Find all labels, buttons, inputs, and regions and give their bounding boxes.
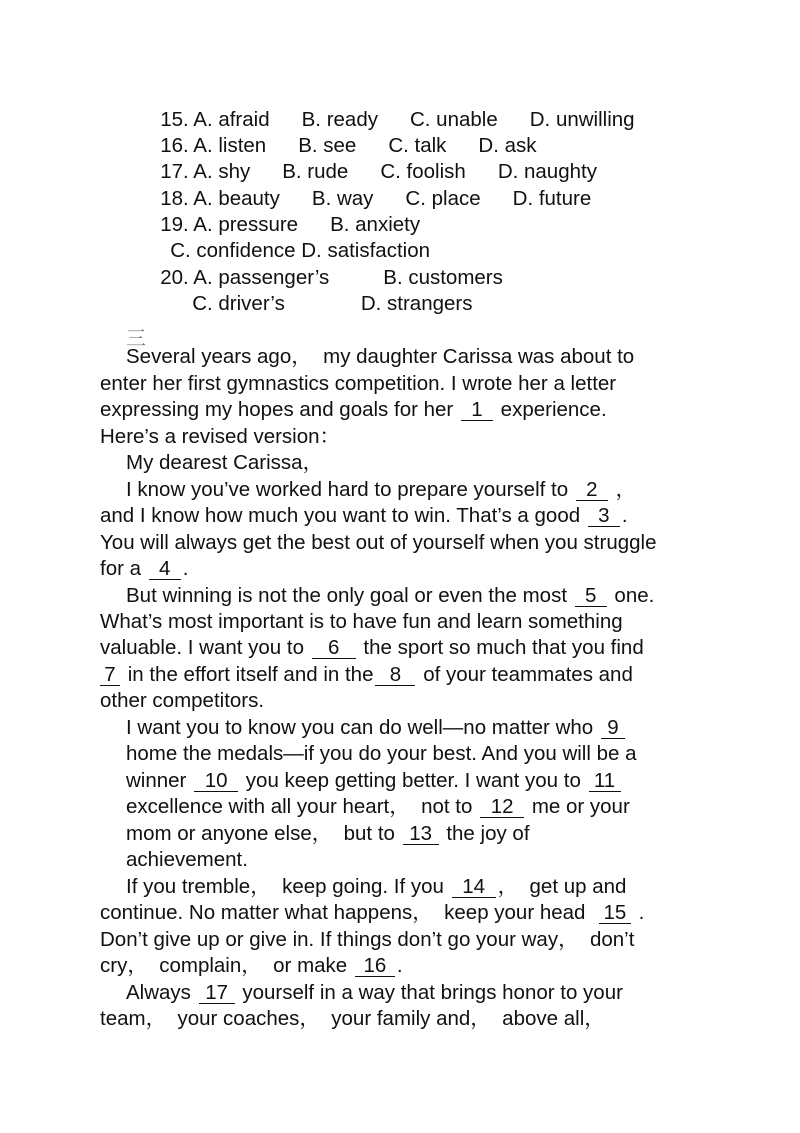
option-row-19-cont: C. confidence D. satisfaction xyxy=(170,239,430,262)
blank-16: 16 xyxy=(355,956,395,977)
passage-line: I want you to know you can do well—no matter who 9 xyxy=(126,715,766,741)
passage-line: What’s most important is to have fun and learn something xyxy=(100,610,623,633)
blank-1: 1 xyxy=(461,400,493,421)
blank-11: 11 xyxy=(589,771,621,792)
passage-line: home the medals—if you do your best. And you will be a xyxy=(126,742,637,765)
passage-line: and I know how much you want to win. That’s a good 3 . xyxy=(100,504,628,527)
blank-10: 10 xyxy=(194,771,238,792)
passage-line: Don’t give up or give in. If things don’t go your way， don’t xyxy=(100,928,635,951)
passage-line: for a 4 . xyxy=(100,557,189,580)
option-row-16: 16. A. listen B. see C. talk D. ask xyxy=(160,134,537,157)
blank-8: 8 xyxy=(375,665,415,686)
passage-line: valuable. I want you to 6 the sport so much that you find xyxy=(100,636,644,659)
option-row-18: 18. A. beauty B. way C. place D. future xyxy=(160,187,592,210)
passage-line: I know you’ve worked hard to prepare yourself to 2 ， xyxy=(126,478,637,501)
option-row-20-cont: C. driver’s D. strangers xyxy=(192,292,473,315)
passage-line: Several years ago， my daughter Carissa was about to xyxy=(126,345,635,368)
passage-line: But winning is not the only goal or even the most 5 one. xyxy=(126,584,655,607)
blank-5: 5 xyxy=(575,586,607,607)
blank-15: 15 xyxy=(599,903,631,924)
passage-line: enter her first gymnastics competition. I wrote her a letter xyxy=(100,372,617,395)
option-row-19: 19. A. pressure B. anxiety xyxy=(160,213,421,236)
passage-line: 7 in the effort itself and in the 8 of your teammates and xyxy=(100,662,740,688)
passage-line: other competitors. xyxy=(100,689,265,712)
option-row-20: 20. A. passenger’s B. customers xyxy=(160,266,503,289)
option-row-17: 17. A. shy B. rude C. foolish D. naughty xyxy=(160,160,597,183)
blank-17: 17 xyxy=(199,983,235,1004)
blank-13: 13 xyxy=(403,824,439,845)
passage-line: winner 10 you keep getting better. I want you to 11 xyxy=(126,768,766,794)
passage-line: achievement. xyxy=(126,848,248,871)
blank-12: 12 xyxy=(480,797,524,818)
passage-line: team， your coaches， your family and， above all， xyxy=(100,1007,605,1030)
blank-2: 2 xyxy=(576,480,608,501)
section-mark: 三 xyxy=(126,326,146,350)
passage-line: continue. No matter what happens， keep your head 15 . xyxy=(100,901,645,924)
passage-line: Here’s a revised version： xyxy=(100,425,341,448)
passage-line: Always 17 yourself in a way that brings honor to your xyxy=(126,981,623,1004)
passage-line: If you tremble， keep going. If you 14 ， get up and xyxy=(126,875,627,898)
blank-9: 9 xyxy=(601,718,625,739)
blank-14: 14 xyxy=(452,877,496,898)
passage-line: excellence with all your heart， not to 12 me or your xyxy=(126,795,630,818)
passage-line: You will always get the best out of yourself when you struggle xyxy=(100,531,657,554)
blank-7: 7 xyxy=(100,665,120,686)
option-row-15: 15. A. afraid B. ready C. unable D. unwilling xyxy=(160,108,635,131)
blank-3: 3 xyxy=(588,506,620,527)
passage-line: cry， complain， or make 16 . xyxy=(100,954,403,977)
passage-line: mom or anyone else， but to 13 the joy of xyxy=(126,822,530,845)
blank-4: 4 xyxy=(149,559,181,580)
passage-line: expressing my hopes and goals for her 1 experience. xyxy=(100,398,607,421)
letter-greeting: My dearest Carissa， xyxy=(126,451,324,474)
blank-6: 6 xyxy=(312,638,356,659)
